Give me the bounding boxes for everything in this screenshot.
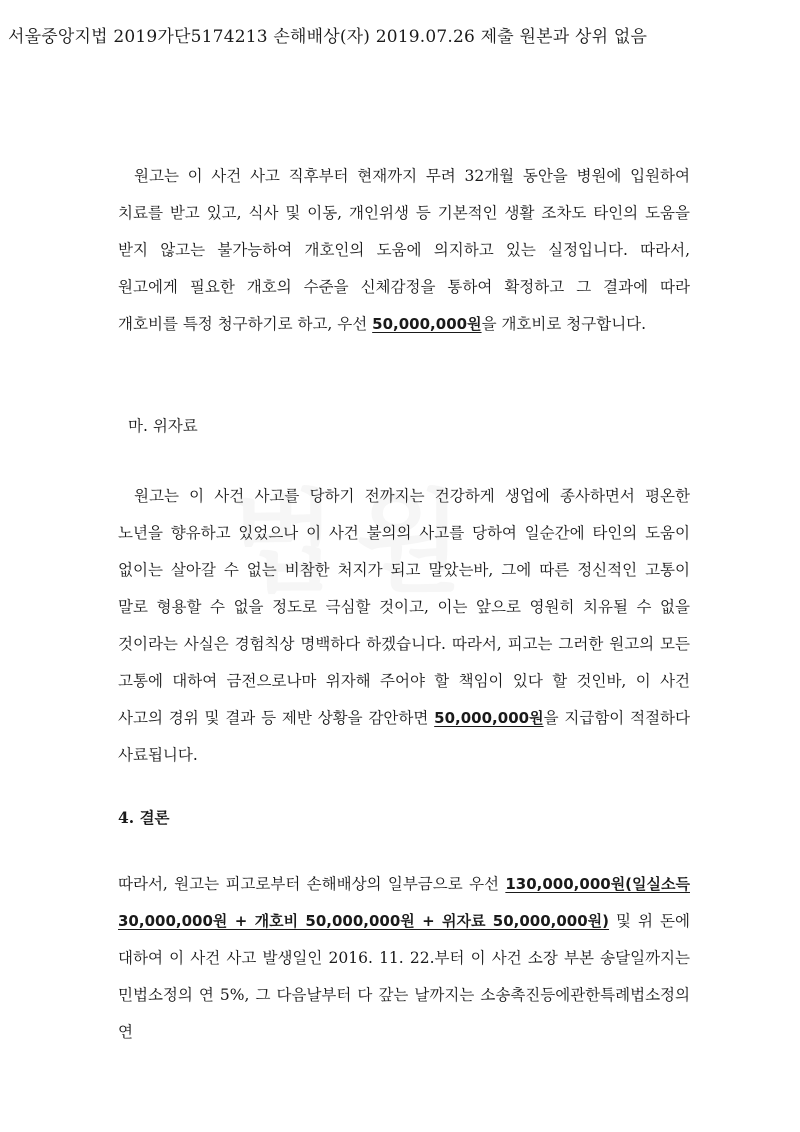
- care-cost-amount: 50,000,000원: [372, 315, 482, 333]
- consolation-text-end: 을 지급함이 적절하다 사료됩니다.: [118, 709, 690, 764]
- paragraph-care-cost: [118, 158, 690, 343]
- subheading-consolation: 마. 위자료: [128, 417, 198, 435]
- section-heading-conclusion: 4. 결론: [118, 808, 170, 827]
- consolation-text: 원고는 이 사건 사고를 당하기 전까지는 건강하게 생업에 종사하면서 평온한 노년을 향유하고 있었으나 이 사건 불의의 사고를 당하여 일순간에 타인의 도움이 없이는 살아갈 수 없는 비참한 처지가 되고 말았는바, 그에 따른 정신적인 고통이 말로 형용할 수 없을 정도로 극심할 것이고, 이는 앞으로 영원히 치유될 수 없을 것이라는 사실은 경험칙상 명백하다 하겠습니다. 따라서, 피고는 그러한 원고의 모든 고통에 대하여 금전으로나마 위자해 주어야 할 책임이 있다 할 것인바, 이 사건 사고의 경위 및 결과 등 제반 상황을 감안하면: [118, 487, 690, 727]
- conclusion-amount: 130,000,000원(일실소득 30,000,000원 + 개호비 50,000,000원 + 위자료 50,000,000원): [118, 875, 690, 930]
- care-cost-text-end: 을 개호비로 청구합니다.: [481, 315, 647, 333]
- care-cost-text: 원고는 이 사건 사고 직후부터 현재까지 무려 32개월 동안을 병원에 입원하여 치료를 받고 있고, 식사 및 이동, 개인위생 등 기본적인 생활 조차도 타인의 도움을 받지 않고는 불가능하여 개호인의 도움에 의지하고 있는 실정입니다. 따라서, 원고에게 필요한 개호의 수준을 신체감정을 통하여 확정하고 그 결과에 따라 개호비를 특정 청구하기로 하고, 우선: [118, 167, 690, 333]
- paragraph-consolation: [118, 478, 690, 774]
- consolation-amount: 50,000,000원: [434, 709, 544, 727]
- document-header: 서울중앙지법 2019가단5174213 손해배상(자) 2019.07.26 제출 원본과 상위 없음: [8, 27, 648, 47]
- conclusion-text-end: 및 위 돈에 대하여 이 사건 사고 발생일인 2016. 11. 22.부터 이 사건 소장 부본 송달일까지는 민법소정의 연 5%, 그 다음날부터 다 갚는 날까지는 소송촉진등에관한특례법소정의 연: [118, 912, 690, 1041]
- paragraph-conclusion: [118, 866, 690, 1051]
- conclusion-text: 따라서, 원고는 피고로부터 손해배상의 일부금으로 우선: [118, 875, 506, 893]
